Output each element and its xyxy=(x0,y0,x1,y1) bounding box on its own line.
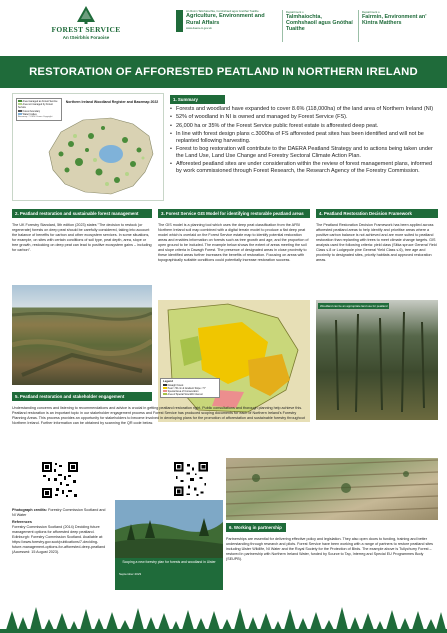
photo-credits: Photograph credits: Forestry Commission Scotland and NI Water xyxy=(12,508,106,517)
section-5-text: Understanding concerns and listening to recommendations and advice is crucial in getting peatland restoration right. Public consultations and thorough planning help achieve this. Peatland restoration is an important topic in our stakeholder engagement process and Forest Service has produced scoping documents for each of Northern Ireland's Forestry Planning Areas. This process provides an opportunity for stakeholders to become involved in developing plans for the promotion of afforestation and sustainable forestry throughout Northern Ireland. Further information can be obtained by scanning the QR code below. xyxy=(12,406,305,425)
summary-bullet: • Forest to bog restoration will contribute to the DAERA Peatland Strategy and to actions being taken under the Land Use, Land Use Change and Forestry Sectoral Climate Action Plan. xyxy=(170,145,433,159)
ni-map-panel xyxy=(12,93,164,201)
section-5-heading: 5. Peatland restoration and stakeholder engagement xyxy=(12,392,152,401)
daera-mark-icon xyxy=(176,10,183,32)
map-legend-item: Water bodies xyxy=(18,113,60,116)
davagh-legend-item: Special Area of Conservation xyxy=(163,390,217,393)
davagh-legend-title: Legend xyxy=(163,379,173,383)
scoping-caption: Scoping a new forestry plan for forests and woodland in Ulster xyxy=(122,560,216,564)
qr-code-icon xyxy=(172,460,210,498)
map-source: Basemap: ©OSNI Crown Copyright xyxy=(18,116,53,119)
davagh-legend-item: Peat > 50 cm & Gradient Slope < 5° xyxy=(163,387,217,390)
logo-name: FOREST SERVICE xyxy=(51,25,121,34)
dept-ga-small: Depairtment o xyxy=(286,10,304,14)
woodland-photo-caption: Woodland can be an appropriate land use for peatland xyxy=(320,304,388,308)
woodland-photo xyxy=(316,300,438,420)
map-legend-item: Area not managed by Forest Service xyxy=(18,103,53,110)
logo-irish: An tSeirbhís Foraoise xyxy=(62,35,110,40)
credits-block xyxy=(12,508,107,555)
photo-texture xyxy=(12,285,152,385)
restoration-aerial-photo xyxy=(226,458,438,520)
section-6 xyxy=(226,523,438,593)
section-4-text: The Peatland Restoration Decision Framework has been applied across afforested peatland areas to help identify and prioritise areas where a positive carbon balance is not achieved and are more suited to peatland restoration than replanting with trees to meet climate change targets. GIS analysis used the following criteria: yield class (Sitka spruce General Yield Class ≤ 8 or Lodgepole pine General Yield Class ≤ 6), tree age and proximity to designated sites, priority habitats and approved restoration areas. xyxy=(316,223,437,262)
map-legend-item: Area managed as Forest Service xyxy=(18,100,60,103)
summary-heading: 1. Summary xyxy=(170,95,225,104)
leaflet-photo xyxy=(115,500,223,558)
references-label: References xyxy=(12,520,32,524)
summary-bullet: • Forests and woodland have expanded to cover 8.6% (118,000ha) of the land area of Northern Ireland (NI) xyxy=(170,106,434,112)
woodland-photo-texture xyxy=(316,300,438,420)
section-6-text: Partnerships are essential for delivering effective policy and legislation. They also open doors to funding, training and better understanding through research and pilots. Forest Service have been working with a range of partners to restore peatland sites including Ulster Wildlife, NI Water and the Royal Society for the Protection of Birds. The example above is Tullychurry Forest – restored in partnership with Northern Ireland Water, funded by Source to Tap, Interreg and Special EU Programmes Body (SEUPB). xyxy=(226,537,434,561)
daera-logo-us xyxy=(358,10,442,42)
daera-logo-ga xyxy=(282,10,354,42)
summary-section xyxy=(170,95,436,203)
section-5 xyxy=(12,392,308,462)
page-title: RESTORATION OF AFFORESTED PEATLAND IN NORTHERN IRELAND xyxy=(29,66,418,78)
title-bar xyxy=(0,56,447,88)
section-4-heading: 4. Peatland Restoration Decision Framework xyxy=(316,209,438,218)
tree-silhouette-icon xyxy=(0,603,447,633)
map-legend-item: Forest boundary xyxy=(18,110,60,113)
section-4 xyxy=(316,209,438,309)
footer-trees xyxy=(0,603,447,633)
dept-web[interactable]: www.daera-ni.gov.uk xyxy=(186,26,212,31)
qr-code-2[interactable] xyxy=(172,460,210,498)
references-text: Forestry Commission Scotland (2014) Deciding future management options for afforested deep peatland. Edinburgh: Forestry Commission Scotland. Available at: https://www.forestry.gov.scot/publications/7-deciding-future-management-options-for-afforested-deep-peatland (Accessed: 15 August 2023). xyxy=(12,525,106,554)
section-2-heading: 2. Peatland restoration and sustainable forest management xyxy=(12,209,152,218)
dept-en-small: An Roinn Talmhaíochta, Comhshaoil agus Gnóthaí Tuaithe xyxy=(186,9,259,13)
dept-ga-main: Talmhaíochta, Comhshaoil agus Gnóthaí Tuaithe xyxy=(286,14,353,33)
aerial-texture xyxy=(226,458,438,520)
summary-list xyxy=(170,106,436,175)
summary-bullet: • 52% of woodland in NI is owned and managed by Forest Service (FS). xyxy=(170,114,348,121)
ni-map-image xyxy=(41,114,159,198)
header xyxy=(0,0,447,54)
qr-code-icon xyxy=(40,460,80,500)
forest-service-logo xyxy=(46,6,126,48)
davagh-legend-item: Area of Special Scientific Interest xyxy=(163,393,217,396)
section-3-text: The GIS model is a planning tool which uses the deep peat classification from the AFBI Northern Ireland soil map combined with a digital terrain model to produce a flat deep peat model which is overlaid on the Forest Service estate map to identify potential restoration areas and enables information on forests such as tree growth and age, and the proportion of open ground to be included. The example below shows the extent of areas meeting the soil and slope criteria in Davagh Forest. The presence of designated areas in close proximity to these identified areas further increases the benefits of restoration. Focusing on areas with topographically suitable conditions could potentially increase restoration success. xyxy=(158,223,309,262)
section-2-text: The UK Forestry Standard, 5th edition (2023) states "The decision to restock (or regenerate) forests on deep peat should be carefully considered, taking into account the balance of benefits for carbon and other ecosystem services. In some situations, for example, on sites with certain conditions of soil type, peat depth, area, slope or tree growth, restocking on deep peat can lead to positive ecosystem gains – including for carbon". xyxy=(12,223,152,252)
scoping-date: September 2023 xyxy=(119,572,142,577)
davagh-legend-item: Davagh Forest xyxy=(163,384,217,387)
summary-bullet: • In line with forest design plans c.3000ha of FS afforested peat sites has been identified and will not be replanted following harvesting. xyxy=(170,130,424,144)
qr-code[interactable] xyxy=(40,460,80,500)
section-3-heading: 3. Forest Service GIS Model for identifying restorable peatland areas xyxy=(158,209,310,218)
dept-us-small: Depairtment o xyxy=(362,10,380,14)
daera-logo-en xyxy=(176,10,268,42)
peatland-photo xyxy=(12,285,152,385)
scoping-leaflet[interactable] xyxy=(115,500,223,590)
dept-en-main: Agriculture, Environment and Rural Affairs xyxy=(186,13,265,26)
section-6-heading: 6. Working in partnership xyxy=(226,523,286,532)
map-title: Northern Ireland Woodland Register and Basemap 2022 xyxy=(65,100,159,104)
summary-bullet: • Afforested peatland sites are under consideration within the review of forest management plans, informed by work commissioned through Forest Research, the Research Agency of the Forestry Commission. xyxy=(170,161,433,174)
tree-logo-icon xyxy=(75,6,97,24)
dept-us-main: Fairmin, Environment an' Kintra Matthers xyxy=(362,14,427,27)
summary-bullet: • 26,000 ha or 35% of the Forest Service public forest estate is afforested deep peat. xyxy=(170,122,379,129)
